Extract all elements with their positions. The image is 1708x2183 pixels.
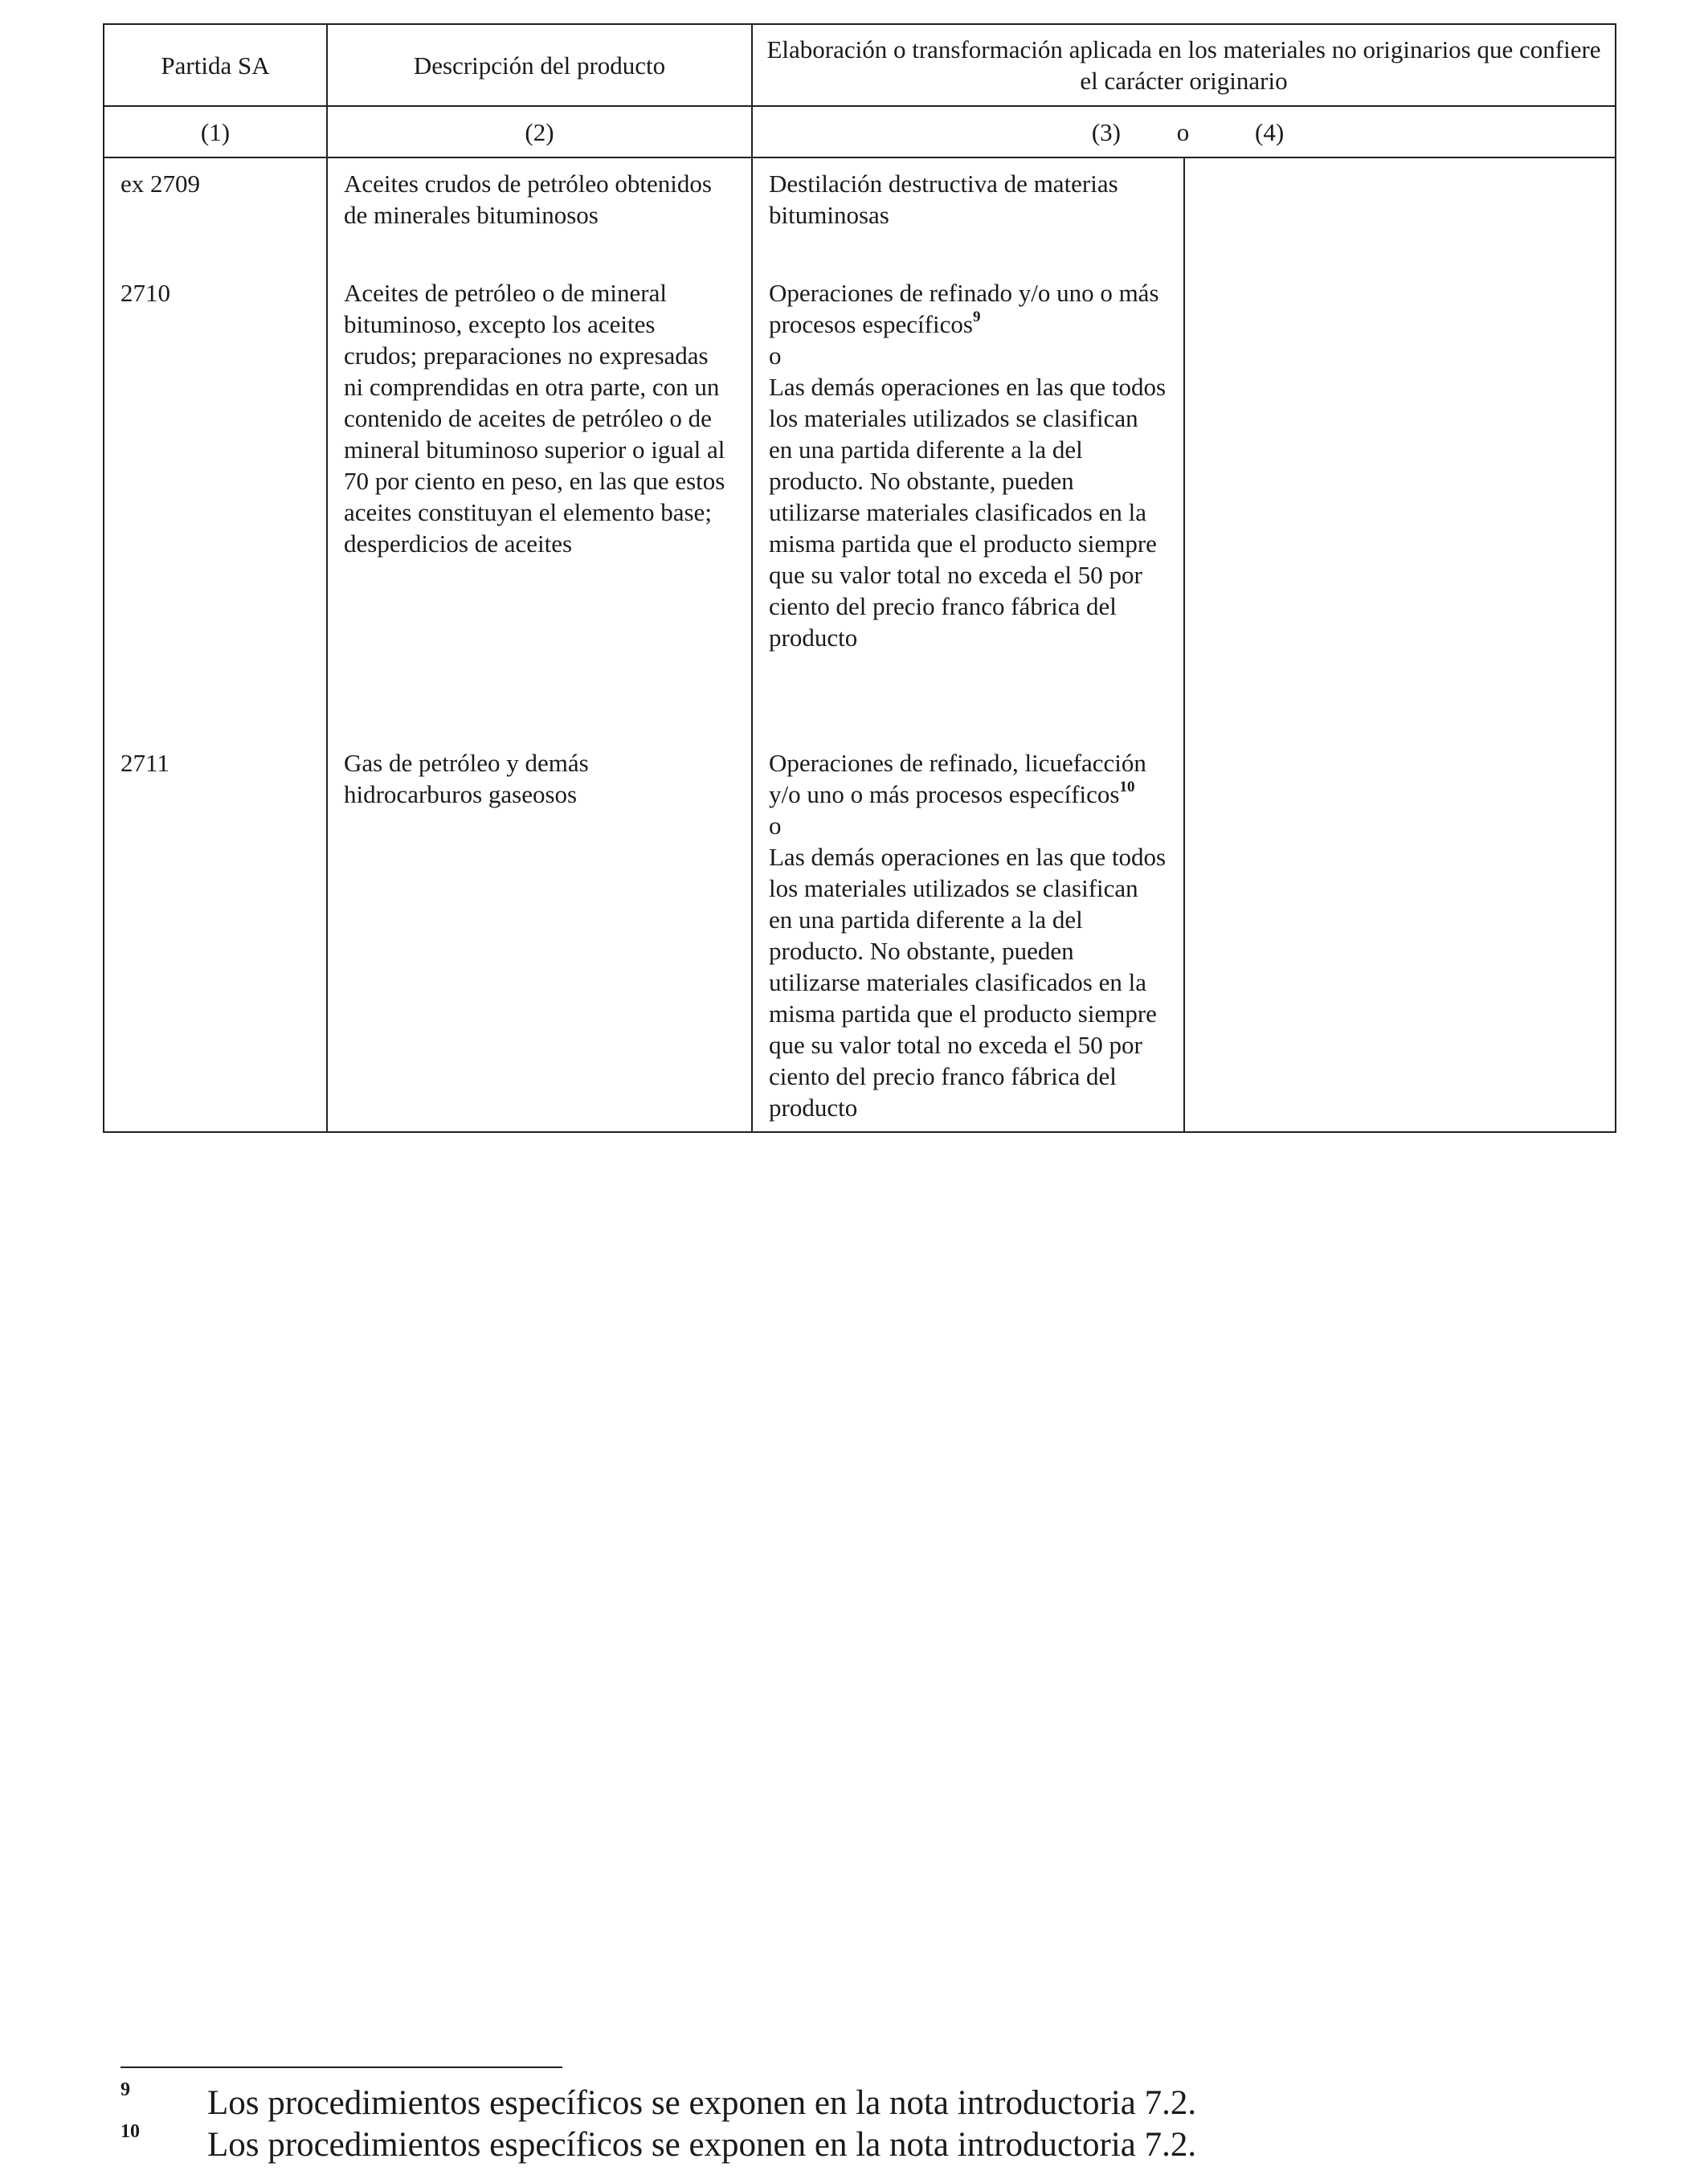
code-column xyxy=(104,157,327,1132)
column-number-1: (1) xyxy=(104,106,327,157)
rule-a-2709: Destilación destructiva de materias bituminosas xyxy=(769,170,1118,229)
footnote-10-mark: 10 xyxy=(121,2121,140,2142)
column-number-3-4 xyxy=(752,106,1616,157)
footnote-ref-9[interactable]: 9 xyxy=(972,309,981,325)
footnote-9 xyxy=(121,2079,1567,2124)
or-2711: o xyxy=(769,811,782,840)
row-code-2711: 2711 xyxy=(121,749,170,777)
rules-table xyxy=(103,23,1616,1133)
footnotes xyxy=(121,2079,1567,2166)
description-column xyxy=(327,157,752,1132)
rule-a-2711 xyxy=(769,747,1167,810)
row-description-2709: Aceites crudos de petróleo obtenidos de minerales bituminosos xyxy=(344,170,712,229)
row-code-2709: ex 2709 xyxy=(121,170,201,198)
rule-a-2710 xyxy=(769,277,1167,340)
rule-a-2710-text: Operaciones de refinado y/o uno o más procesos específicos xyxy=(769,279,1159,338)
header-partida-sa: Partida SA xyxy=(104,24,327,106)
footnote-10-text: Los procedimientos específicos se exponen en la nota introductoria 7.2. xyxy=(207,2126,1197,2164)
footnote-ref-10[interactable]: 10 xyxy=(1119,779,1135,795)
column-number-row xyxy=(104,106,1616,157)
footnote-10 xyxy=(121,2121,1567,2166)
row-code-2710: 2710 xyxy=(121,279,170,307)
column-number-3: (3) xyxy=(1091,117,1121,146)
row-description-2710: Aceites de petróleo o de mineral bituminoso, excepto los aceites crudos; preparaciones no expresadas ni comprendidas en otra parte, con un contenido de aceites de petróleo o de mineral bituminoso superior o igual al 70 por ciento en peso, en las que estos aceites constituyan el elemento base; desperdicios de aceites xyxy=(344,279,725,558)
footnote-divider xyxy=(121,2066,562,2068)
header-elaboracion: Elaboración o transformación aplicada en los materiales no originarios que confiere el carácter originario xyxy=(752,24,1616,106)
rule-column-3 xyxy=(752,157,1184,1132)
header-row xyxy=(104,24,1616,106)
column-number-2: (2) xyxy=(327,106,752,157)
header-descripcion: Descripción del producto xyxy=(327,24,752,106)
column-number-4: (4) xyxy=(1255,117,1285,146)
table-body-row xyxy=(104,157,1616,1132)
rule-column-4 xyxy=(1184,157,1616,1132)
or-2710: o xyxy=(769,341,782,370)
row-rule-2709 xyxy=(769,168,1167,277)
rule-b-2711: Las demás operaciones en las que todos los materiales utilizados se clasifican en una partida diferente a la del producto. No obstante, pueden utilizarse materiales clasificados en la misma partida que el producto siempre que su valor total no exceda el 50 por ciento del precio franco fábrica del producto xyxy=(769,843,1167,1122)
column-number-or: o xyxy=(1176,117,1190,146)
row-description-2711: Gas de petróleo y demás hidrocarburos gaseosos xyxy=(344,749,589,808)
row-rule-2711 xyxy=(769,747,1167,1123)
footnote-9-text: Los procedimientos específicos se exponen en la nota introductoria 7.2. xyxy=(207,2084,1197,2122)
row-rule-2710 xyxy=(769,277,1167,747)
rule-b-2710: Las demás operaciones en las que todos los materiales utilizados se clasifican en una partida diferente a la del producto. No obstante, pueden utilizarse materiales clasificados en la misma partida que el producto siempre que su valor total no exceda el 50 por ciento del precio franco fábrica del producto xyxy=(769,373,1167,652)
footnote-9-mark: 9 xyxy=(121,2079,130,2100)
rule-a-2711-text: Operaciones de refinado, licuefacción y/o uno o más procesos específicos xyxy=(769,749,1146,808)
